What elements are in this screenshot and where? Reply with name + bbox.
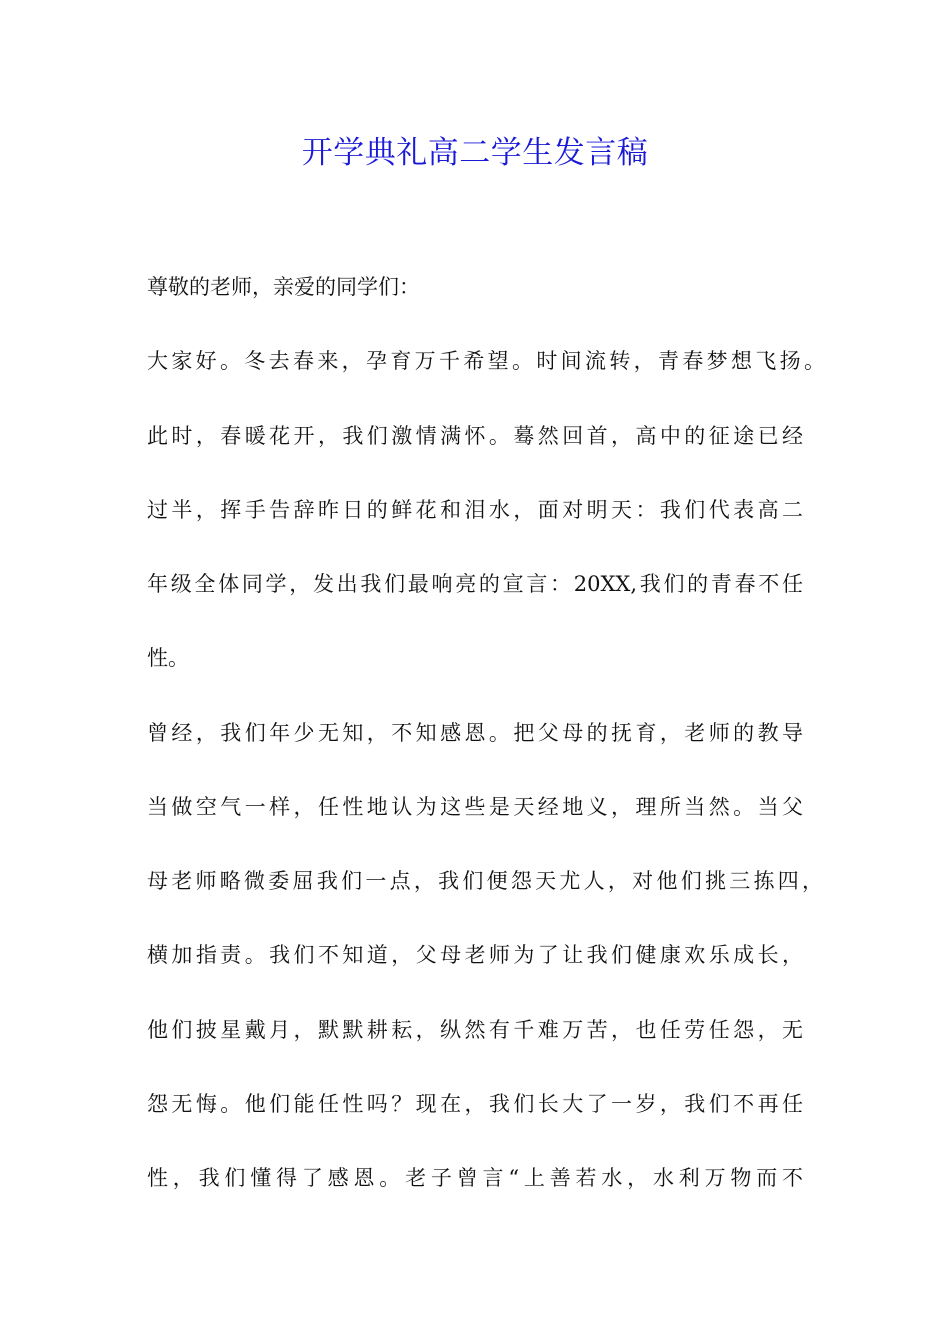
body-line: 他们披星戴月，默默耕耘，纵然有千难万苦，也任劳任怨，无	[147, 1018, 803, 1042]
body-line: 此时，春暖花开，我们激情满怀。蓦然回首，高中的征途已经	[147, 424, 803, 448]
body-line: 性。	[147, 646, 189, 670]
body-line: 怨无悔。他们能任性吗？现在，我们长大了一岁，我们不再任	[147, 1092, 803, 1116]
body-line: 母老师略微委屈我们一点，我们便怨天尤人，对他们挑三拣四，	[147, 869, 823, 893]
document-title: 开学典礼高二学生发言稿	[301, 135, 649, 171]
body-line: 性，我们懂得了感恩。老子曾言“上善若水，水利万物而不	[147, 1166, 803, 1190]
body-line: 过半，挥手告辞昨日的鲜花和泪水，面对明天：我们代表高二	[147, 498, 803, 522]
body-line: 大家好。冬去春来，孕育万千希望。时间流转，青春梦想飞扬。	[147, 349, 825, 373]
body-line: 当做空气一样，任性地认为这些是天经地义，理所当然。当父	[147, 795, 803, 819]
body-line: 年级全体同学，发出我们最响亮的宣言：20XX,我们的青春不任	[147, 572, 803, 596]
greeting-line: 尊敬的老师，亲爱的同学们：	[147, 275, 420, 299]
body-line: 曾经，我们年少无知，不知感恩。把父母的抚育，老师的教导	[147, 721, 803, 745]
body-line: 横加指责。我们不知道，父母老师为了让我们健康欢乐成长，	[147, 943, 803, 967]
